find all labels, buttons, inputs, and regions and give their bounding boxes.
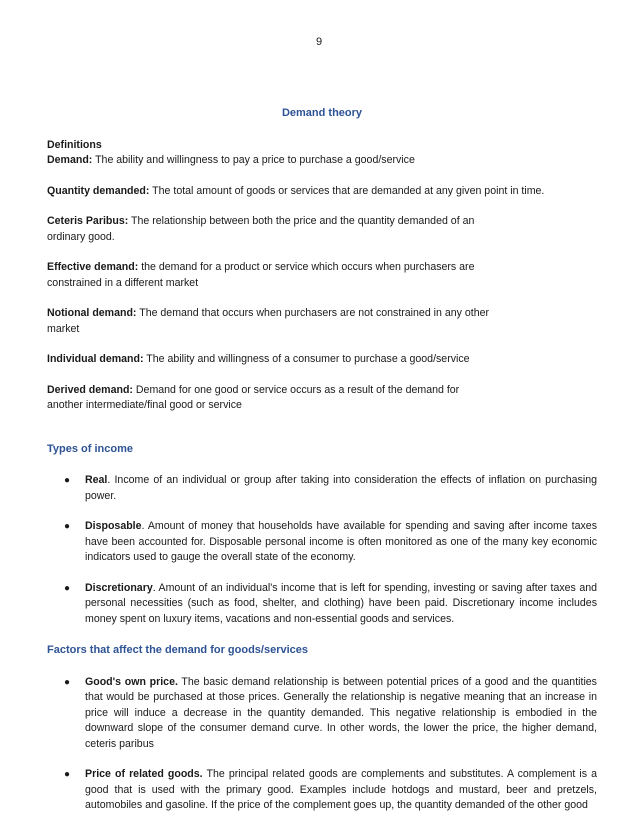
item-text: . Amount of money that households have available for spending and saving after income taxes have been accounted for. Disposable personal income is often monitored as one of the many key economic indicators used to gauge the overall state of the economy.: [85, 520, 597, 563]
definition-term: Individual demand:: [47, 353, 144, 365]
definition-notional-demand: [47, 306, 497, 337]
bullet-icon: ●: [64, 521, 71, 532]
list-item: [47, 675, 597, 753]
definition-text: Demand for one good or service occurs as a result of the demand for another intermediate/final good or service: [47, 383, 460, 411]
item-term: Real: [85, 474, 108, 486]
item-term: Price of related goods.: [85, 768, 203, 780]
definitions-heading: Definitions: [47, 138, 102, 151]
definition-text: The relationship between both the price and the quantity demanded of an ordinary good.: [47, 215, 475, 243]
item-term: Disposable: [85, 520, 142, 532]
item-text: The principal related goods are complements and substitutes. A complement is a good that is used with the primary good. Examples include hotdogs and mustard, beer and pretzels, automobiles and gasoline. If the price of the complement goes up, the quantity demanded of the other good: [85, 768, 597, 811]
definition-term: Effective demand:: [47, 261, 139, 273]
definition-derived-demand: [47, 383, 497, 414]
definition-text: The ability and willingness of a consumer to purchase a good/service: [143, 353, 470, 365]
definition-text: the demand for a product or service which occurs when purchasers are constrained in a different market: [47, 261, 475, 289]
definition-quantity-demanded: [47, 184, 567, 200]
list-item: [47, 473, 597, 504]
definition-text: The total amount of goods or services that are demanded at any given point in time.: [149, 184, 545, 197]
page-content: [47, 106, 597, 829]
definition-text: The demand that occurs when purchasers are not constrained in any other market: [47, 307, 490, 335]
bullet-icon: ●: [64, 769, 71, 780]
definition-text: The ability and willingness to pay a price to purchase a good/service: [92, 154, 415, 166]
bullet-icon: ●: [64, 582, 71, 594]
list-item: [47, 519, 597, 566]
item-text: . Amount of an individual's income that is left for spending, investing or saving after taxes and personal necessities (such as food, shelter, and clothing) have been paid. Discretionary income includes money spent on luxury items, vacations and non-essential goods and services.: [85, 581, 597, 625]
item-term: Good's own price.: [85, 675, 178, 688]
definition-term: Quantity demanded:: [47, 184, 150, 197]
definition-individual-demand: [47, 352, 567, 368]
factors-list: [47, 675, 597, 814]
item-text: . Income of an individual or group after taking into consideration the effects of inflation on purchasing power.: [85, 474, 597, 502]
definition-demand: [47, 153, 497, 169]
definition-term: Derived demand:: [47, 383, 133, 396]
list-item: [47, 581, 597, 628]
page-number: 9: [315, 36, 323, 48]
bullet-icon: ●: [64, 475, 71, 486]
definition-term: Ceteris Paribus:: [47, 215, 129, 227]
definition-ceteris-paribus: [47, 214, 497, 245]
income-list: [47, 473, 597, 627]
item-text: The basic demand relationship is between potential prices of a good and the quantities that would be purchased at those prices. Generally the relationship is negative meaning that an increase in price will induce a decrease in the quantity demanded. This negative relationship is embodied in the downward slope of the consumer demand curve. In other words, the lower the price, the higher demand, ceteris paribus: [85, 675, 597, 750]
definition-effective-demand: [47, 260, 497, 291]
item-term: Discretionary: [85, 581, 153, 594]
list-item: [47, 767, 597, 814]
bullet-icon: ●: [64, 676, 71, 688]
factors-heading: Factors that affect the demand for goods/services: [47, 644, 309, 656]
page-title: Demand theory: [281, 107, 363, 119]
types-of-income-heading: Types of income: [47, 442, 133, 455]
definition-term: Notional demand:: [47, 307, 137, 319]
definition-term: Demand:: [47, 154, 93, 166]
